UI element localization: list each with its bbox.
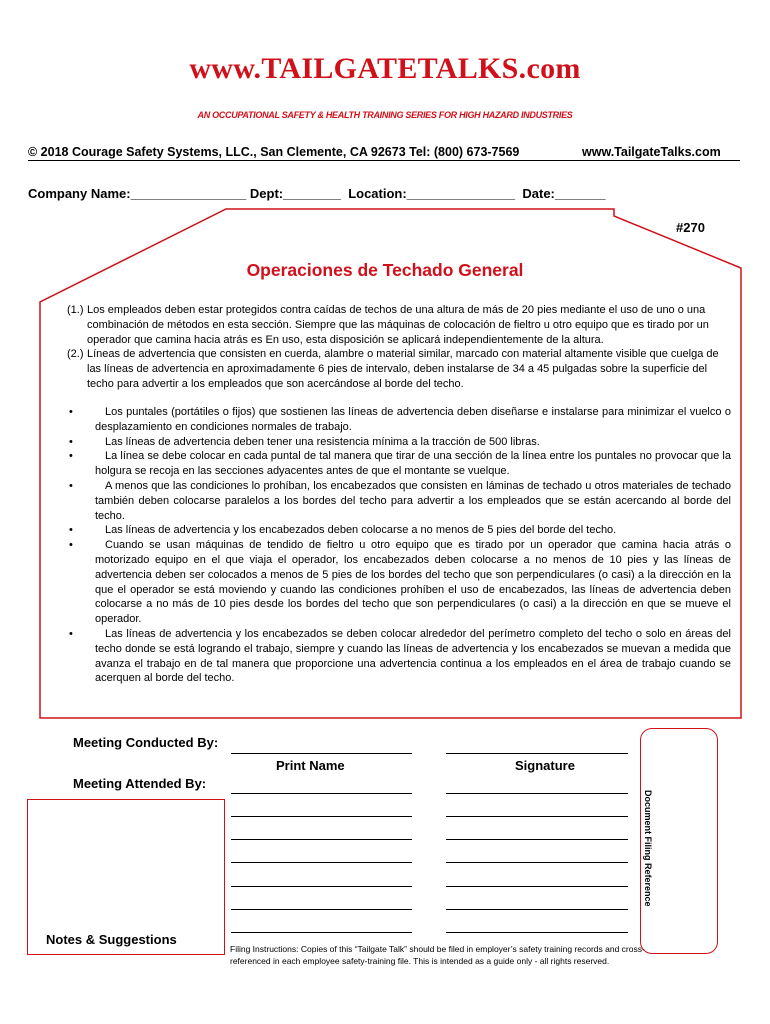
- conductor-name-line[interactable]: [231, 753, 412, 754]
- attendee-signature-line[interactable]: [446, 909, 628, 910]
- dept-field[interactable]: Dept:________: [249, 186, 341, 201]
- numbered-list: [67, 303, 731, 392]
- conductor-signature-line[interactable]: [446, 753, 628, 754]
- bullet-list: [67, 405, 731, 686]
- bullet-item: [67, 479, 731, 523]
- bullet-item: [67, 449, 731, 479]
- bullet-text: A menos que las condiciones lo prohíban, los encabezados que consisten en láminas de techado u otros materiales de techado también deben colocarse paralelos a los bordes del techo para advertir a los empleados que se están acercando al borde del techo.: [95, 479, 731, 522]
- talk-number: #270: [676, 220, 705, 235]
- attendee-signature-line[interactable]: [446, 793, 628, 794]
- item-text: Los empleados deben estar protegidos contra caídas de techos de una altura de más de 20 pies mediante el uso de uno o una combinación de métodos en esta sección. Siempre que las máquinas de colocación de fieltro u otro equipo que es tirado por un operador que camina hacia atrás es En uso, esta disposición se aplicará independientemente de la altura.: [87, 304, 709, 346]
- bullet-icon: •: [69, 627, 73, 640]
- site-url: www.TailgateTalks.com: [582, 145, 721, 159]
- bullet-text: Las líneas de advertencia y los encabezados deben colocarse a no menos de 5 pies del borde del techo.: [105, 524, 617, 537]
- bullet-icon: •: [69, 450, 73, 463]
- bullet-item: [67, 627, 731, 686]
- bullet-icon: •: [69, 524, 73, 537]
- bullet-item: [67, 435, 731, 450]
- item-number: (1.): [67, 304, 84, 316]
- attendee-name-line[interactable]: [231, 793, 412, 794]
- date-field[interactable]: Date:_______: [522, 186, 606, 201]
- bullet-icon: •: [69, 435, 73, 448]
- company-name-field[interactable]: Company Name:________________: [28, 186, 247, 201]
- bullet-icon: •: [69, 479, 73, 492]
- attendee-name-line[interactable]: [231, 862, 412, 863]
- item-text: Líneas de advertencia que consisten en cuerda, alambre o material similar, marcado con material altamente visible que cuelga de las líneas de advertencia en aproximadamente 6 pies de intervalo, deben instalarse de 34 a 45 pulgadas sobre la superficie del techo para advertir a los empleados que son acercándose al borde del techo.: [87, 348, 719, 390]
- numbered-item: [67, 347, 731, 391]
- bullet-text: Los puntales (portátiles o fijos) que sostienen las líneas de advertencia deben diseñarse e instalarse para minimizar el vuelco o desplazamiento en condiciones normales de trabajo.: [95, 406, 731, 433]
- topic-title: Operaciones de Techado General: [246, 260, 524, 280]
- bullet-text: Las líneas de advertencia y los encabezados se deben colocar alrededor del perímetro completo del techo o solo en áreas del techo donde se está logrando el trabajo, siempre y cuando las líneas de advertencia y los encabezados se muevan a medida que avanza el trabajo en de tal manera que proporcione una advertencia continua a los empleados en el área de trabajo cuando se acerquen al borde del techo.: [95, 627, 731, 685]
- meeting-attended-label: Meeting Attended By:: [73, 776, 207, 791]
- series-subtitle: AN OCCUPATIONAL SAFETY & HEALTH TRAINING SERIES FOR HIGH HAZARD INDUSTRIES: [197, 110, 573, 120]
- location-field[interactable]: Location:_______________: [348, 186, 516, 201]
- attendee-signature-line[interactable]: [446, 886, 628, 887]
- filing-instructions: Filing Instructions: Copies of this “Tailgate Talk” should be filed in employer’s safety training records and cross-referenced in each employee safety-training file. This is intended as a guide only - all rights reserved.: [230, 944, 645, 966]
- bullet-text: Cuando se usan máquinas de tendido de fieltro u otro equipo que es tirado por un operador que camina hacia atrás o motorizado equipo en el que viaja el operador, los encabezados deben colocarse a no menos de 10 pies y las líneas de advertencia deben ser colocados a menos de 5 pies de los bordes del techo que son perpendiculares (o casi) a la dirección en la que el operador se está moviendo y cuando las condiciones prohíben el uso de encabezados, las líneas de advertencia deben colocarse a no más de 10 pies desde los bordes del techo que son perpendiculares (o casi) a la dirección en que se mueve el operador.: [95, 539, 731, 626]
- notes-label: Notes & Suggestions: [46, 932, 177, 947]
- bullet-icon: •: [69, 406, 73, 418]
- bullet-item: [67, 538, 731, 627]
- attendee-signature-line[interactable]: [446, 816, 628, 817]
- attendee-signature-line[interactable]: [446, 862, 628, 863]
- bullet-text: Las líneas de advertencia deben tener una resistencia mínima a la tracción de 500 libras.: [105, 435, 540, 448]
- copyright-line: © 2018 Courage Safety Systems, LLC., San Clemente, CA 92673 Tel: (800) 673-7569: [28, 145, 520, 159]
- attendee-name-line[interactable]: [231, 932, 412, 933]
- numbered-item: [67, 303, 731, 347]
- signature-label: Signature: [515, 758, 575, 773]
- item-number: (2.): [67, 348, 84, 361]
- print-name-label: Print Name: [276, 758, 345, 773]
- bullet-item: [67, 405, 731, 435]
- attendee-name-line[interactable]: [231, 839, 412, 840]
- bullet-text: La línea se debe colocar en cada puntal de tal manera que tirar de una sección de la línea entre los puntales no provocar que la holgura se recoja en las secciones adyacentes antes de que el montante se vuelque.: [95, 450, 731, 478]
- site-title: www.TAILGATETALKS.com: [189, 52, 581, 85]
- attendee-signature-line[interactable]: [446, 932, 628, 933]
- filing-reference-text: Document Filing Reference: [643, 790, 653, 907]
- attendee-signature-line[interactable]: [446, 839, 628, 840]
- bullet-icon: •: [69, 539, 73, 552]
- attendee-name-line[interactable]: [231, 909, 412, 910]
- bullet-item: [67, 523, 731, 538]
- attendee-name-line[interactable]: [231, 816, 412, 817]
- filing-reference-label: [642, 790, 653, 907]
- attendee-name-line[interactable]: [231, 886, 412, 887]
- meeting-conducted-label: Meeting Conducted By:: [73, 735, 219, 750]
